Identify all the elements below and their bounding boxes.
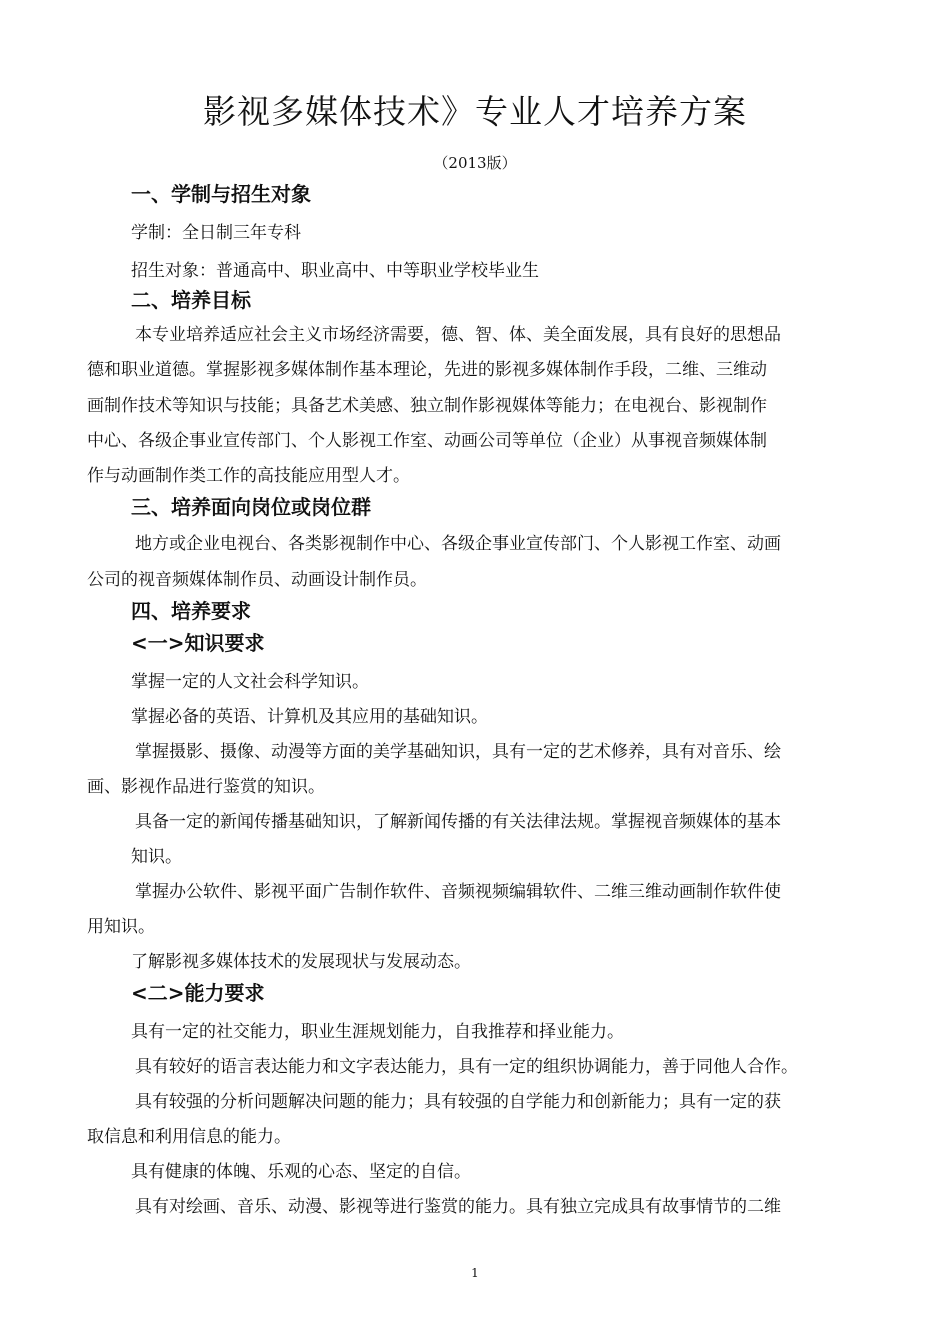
paragraph-line: 掌握一定的人文社会科学知识。 bbox=[131, 672, 369, 692]
section-heading-1: 一、学制与招生对象 bbox=[131, 182, 311, 206]
paragraph-line: 掌握摄影、摄像、动漫等方面的美学基础知识，具有一定的艺术修养，具有对音乐、绘 bbox=[135, 742, 781, 762]
paragraph-line: 具有健康的体魄、乐观的心态、坚定的自信。 bbox=[131, 1162, 471, 1182]
paragraph-line: 具有较强的分析问题解决问题的能力；具有较强的自学能力和创新能力；具有一定的获 bbox=[135, 1092, 781, 1112]
paragraph-line: 掌握必备的英语、计算机及其应用的基础知识。 bbox=[131, 707, 488, 727]
section-heading-2: 二、培养目标 bbox=[131, 288, 251, 312]
document-version: （2013版） bbox=[433, 154, 517, 172]
paragraph-line: 招生对象：普通高中、职业高中、中等职业学校毕业生 bbox=[131, 261, 539, 281]
paragraph-line: 知识。 bbox=[131, 847, 182, 867]
paragraph-line: 德和职业道德。掌握影视多媒体制作基本理论，先进的影视多媒体制作手段，二维、三维动 bbox=[87, 360, 767, 380]
paragraph-line: 公司的视音频媒体制作员、动画设计制作员。 bbox=[87, 570, 427, 590]
paragraph-line: 画、影视作品进行鉴赏的知识。 bbox=[87, 777, 325, 797]
paragraph-line: 掌握办公软件、影视平面广告制作软件、音频视频编辑软件、二维三维动画制作软件使 bbox=[135, 882, 781, 902]
paragraph-line: 本专业培养适应社会主义市场经济需要，德、智、体、美全面发展，具有良好的思想品 bbox=[135, 325, 781, 345]
paragraph-line: 了解影视多媒体技术的发展现状与发展动态。 bbox=[131, 952, 471, 972]
page-number: 1 bbox=[471, 1266, 479, 1280]
paragraph-line: 作与动画制作类工作的高技能应用型人才。 bbox=[87, 466, 410, 486]
document-title: 影视多媒体技术》专业人才培养方案 bbox=[203, 92, 747, 131]
paragraph-line: 具备一定的新闻传播基础知识，了解新闻传播的有关法律法规。掌握视音频媒体的基本 bbox=[135, 812, 781, 832]
paragraph-line: 学制：全日制三年专科 bbox=[131, 223, 301, 243]
paragraph-line: 画制作技术等知识与技能；具备艺术美感、独立制作影视媒体等能力；在电视台、影视制作 bbox=[87, 396, 767, 416]
paragraph-line: 地方或企业电视台、各类影视制作中心、各级企事业宣传部门、个人影视工作室、动画 bbox=[135, 534, 781, 554]
subsection-heading-ability: <二>能力要求 bbox=[131, 981, 265, 1005]
paragraph-line: 具有一定的社交能力，职业生涯规划能力，自我推荐和择业能力。 bbox=[131, 1022, 624, 1042]
paragraph-line: 具有对绘画、音乐、动漫、影视等进行鉴赏的能力。具有独立完成具有故事情节的二维 bbox=[135, 1197, 781, 1217]
paragraph-line: 中心、各级企事业宣传部门、个人影视工作室、动画公司等单位（企业）从事视音频媒体制 bbox=[87, 431, 767, 451]
paragraph-line: 取信息和利用信息的能力。 bbox=[87, 1127, 291, 1147]
subsection-heading-knowledge: <一>知识要求 bbox=[131, 631, 265, 655]
section-heading-3: 三、培养面向岗位或岗位群 bbox=[131, 495, 371, 519]
paragraph-line: 用知识。 bbox=[87, 917, 155, 937]
section-heading-4: 四、培养要求 bbox=[131, 599, 251, 623]
paragraph-line: 具有较好的语言表达能力和文字表达能力，具有一定的组织协调能力，善于同他人合作。 bbox=[135, 1057, 798, 1077]
